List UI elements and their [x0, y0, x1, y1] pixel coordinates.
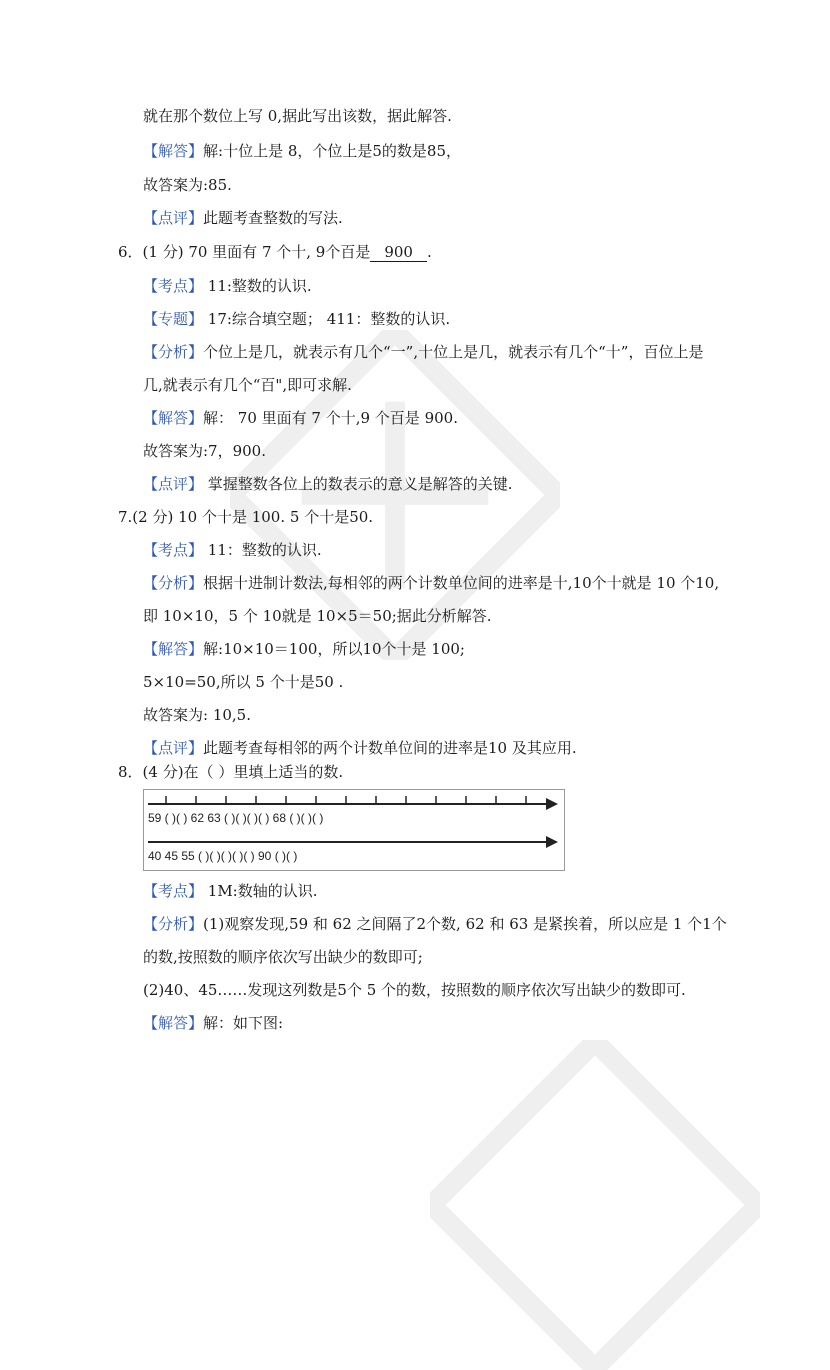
- analysis-line: [143, 914, 727, 934]
- topic-line: [143, 540, 322, 560]
- analysis-tag: 【分析】: [143, 574, 204, 592]
- arrow-icon: [546, 798, 558, 810]
- tick-marks: [166, 796, 526, 804]
- answer-text: 解： 70 里面有 7 个十,9 个百是 900.: [203, 409, 458, 427]
- analysis-line: [143, 342, 703, 362]
- subject-line: [143, 309, 450, 329]
- text-line: 几,就表示有几个“百",即可求解.: [143, 376, 352, 394]
- answer-text: 解:10×10＝100，所以10个十是 100;: [203, 640, 465, 658]
- answer-text: 解：如下图:: [203, 1014, 284, 1032]
- question-text: .: [426, 243, 432, 261]
- question-text: 6．(1 分) 70 里面有 7 个十, 9个百是: [118, 243, 371, 261]
- question-6: [118, 242, 432, 262]
- answer-line: [143, 639, 465, 659]
- question-7: 7.(2 分) 10 个十是 100. 5 个十是50.: [118, 508, 374, 526]
- comment-text: 掌握整数各位上的数表示的意义是解答的关键.: [203, 475, 513, 493]
- answer-line: [143, 1013, 283, 1033]
- text-line: 5×10=50,所以 5 个十是50 .: [143, 673, 344, 691]
- analysis-text: 根据十进制计数法,每相邻的两个计数单位间的进率是十,10个十就是 10 个10,: [203, 574, 720, 592]
- arrow-icon: [546, 836, 558, 848]
- comment-tag: 【点评】: [143, 209, 204, 227]
- question-8: 8．(4 分)在（ ）里填上适当的数.: [118, 763, 344, 781]
- comment-line: [143, 208, 343, 228]
- text-line: 故答案为:7，900.: [143, 442, 266, 460]
- text-line: 的数,按照数的顺序依次写出缺少的数即可;: [143, 948, 423, 966]
- text-line: 故答案为: 10,5.: [143, 706, 251, 724]
- answer-line: [143, 408, 458, 428]
- text-line: 即 10×10，5 个 10就是 10×5＝50;据此分析解答.: [143, 607, 492, 625]
- topic-text: 11:整数的认识.: [203, 277, 312, 295]
- comment-text: 此题考查每相邻的两个计数单位间的进率是10 及其应用.: [203, 739, 577, 757]
- topic-text: 11：整数的认识.: [203, 541, 322, 559]
- topic-tag: 【考点】: [143, 541, 204, 559]
- analysis-tag: 【分析】: [143, 915, 204, 933]
- answer-line: [143, 141, 461, 161]
- comment-line: [143, 474, 513, 494]
- row1-labels: 59 ( )( ) 62 63 ( )( )( )( ) 68 ( )( )( ): [148, 811, 324, 825]
- comment-line: [143, 738, 577, 758]
- row2-labels: 40 45 55 ( )( )( )( )( ) 90 ( )( ): [148, 849, 298, 863]
- subject-text: 17:综合填空题； 411：整数的认识.: [203, 310, 451, 328]
- answer-tag: 【解答】: [143, 409, 204, 427]
- analysis-line: [143, 573, 719, 593]
- answer-tag: 【解答】: [143, 142, 204, 160]
- text-line: 故答案为:85.: [143, 176, 232, 194]
- analysis-text: (1)观察发现,59 和 62 之间隔了2个数, 62 和 63 是紧挨着，所以应是 1 个1个: [203, 915, 727, 933]
- topic-tag: 【考点】: [143, 277, 204, 295]
- topic-line: [143, 276, 312, 296]
- analysis-tag: 【分析】: [143, 343, 204, 361]
- answer-tag: 【解答】: [143, 640, 204, 658]
- answer-blank: 900: [370, 244, 427, 262]
- comment-text: 此题考查整数的写法.: [203, 209, 343, 227]
- answer-tag: 【解答】: [143, 1014, 204, 1032]
- number-line-figure: [143, 789, 565, 871]
- topic-line: [143, 881, 318, 901]
- text-line: (2)40、45……发现这列数是5个 5 个的数，按照数的顺序依次写出缺少的数即可.: [143, 981, 686, 999]
- topic-text: 1M:数轴的认识.: [203, 882, 318, 900]
- watermark-icon: [430, 1040, 760, 1370]
- text-line: 就在那个数位上写 0,据此写出该数，据此解答.: [143, 107, 452, 125]
- answer-text: 解:十位上是 8，个位上是5的数是85，: [203, 142, 462, 160]
- topic-tag: 【考点】: [143, 882, 204, 900]
- number-line-svg: [144, 790, 564, 870]
- comment-tag: 【点评】: [143, 475, 204, 493]
- analysis-text: 个位上是几，就表示有几个“一”,十位上是几，就表示有几个“十”，百位上是: [203, 343, 704, 361]
- comment-tag: 【点评】: [143, 739, 204, 757]
- subject-tag: 【专题】: [143, 310, 204, 328]
